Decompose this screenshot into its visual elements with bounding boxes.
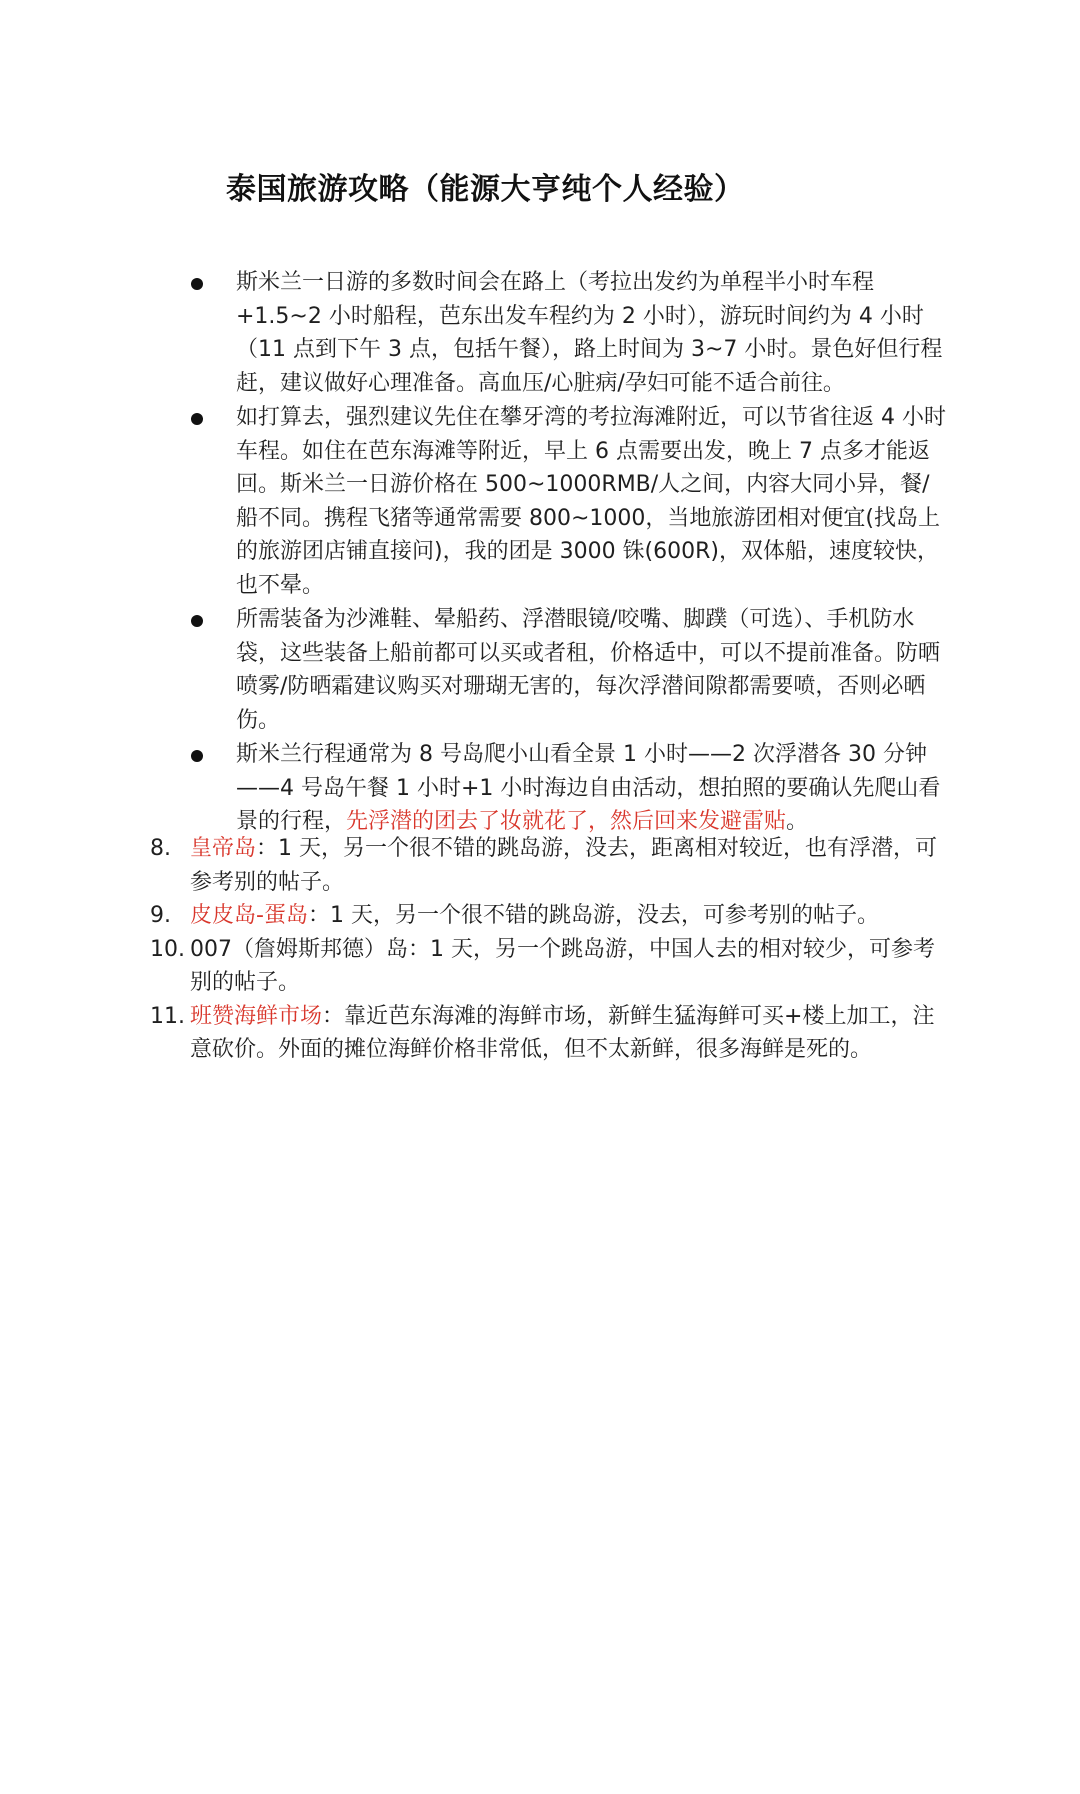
bullet-text: 所需装备为沙滩鞋、晕船药、浮潜眼镜/咬嘴、脚蹼（可选）、手机防水袋，这些装备上船前都可以买或者租，价格适中，可以不提前准备。防晒喷雾/防晒霜建议购买对珊瑚无害的，每次浮潜间隙都需要喷，否则必晒伤。 — [236, 607, 941, 733]
bullet-text: 如打算去，强烈建议先住在攀牙湾的考拉海滩附近，可以节省往返 4 小时车程。如住在芭东海滩等附近，早上 6 点需要出发，晚上 7 点多才能返回。斯米兰一日游价格在 500~1000RMB/人之间，内容大同小异，餐/船不同。携程飞猪等通常需要 800~1000，当地旅游团相对便宜(找岛上的旅游团店铺直接问)，我的团是 3000 铢(600R)，双体船，速度较快，也不晕。 — [236, 405, 946, 598]
bullet-dot-icon — [191, 413, 203, 425]
list-item — [150, 1000, 950, 1067]
page-title: 泰国旅游攻略（能源大亨纯个人经验） — [226, 172, 745, 207]
list-number: 9. — [150, 903, 171, 928]
bullet-text: 斯米兰一日游的多数时间会在路上（考拉出发约为单程半小时车程+1.5~2 小时船程，芭东出发车程约为 2 小时），游玩时间约为 4 小时（11 点到下午 3 点，包括午餐），路上时间为 3~7 小时。景色好但行程赶，建议做好心理准备。高血压/心脏病/孕妇可能不适合前往。 — [236, 270, 943, 396]
list-item — [150, 899, 950, 933]
numbered-list — [150, 832, 950, 1067]
bullet-text: 斯米兰行程通常为 8 号岛爬小山看全景 1 小时——2 次浮潜各 30 分钟——4 号岛午餐 1 小时+1 小时海边自由活动，想拍照的要确认先爬山看景的行程， — [236, 742, 941, 834]
item-text: ：1 天，另一个很不错的跳岛游，没去，可参考别的帖子。 — [307, 903, 879, 928]
bullet-dot-icon — [191, 615, 203, 627]
item-text: ：1 天，另一个跳岛游，中国人去的相对较少，可参考别的帖子。 — [190, 936, 935, 995]
bullet-list — [186, 266, 946, 840]
place-name: 皇帝岛 — [190, 836, 257, 861]
list-number: 8. — [150, 836, 171, 861]
bullet-highlight: 先浮潜的团去了妆就花了，然后回来发避雷贴 — [346, 809, 787, 834]
place-name: 皮皮岛-蛋岛 — [190, 903, 308, 928]
place-name: 007（詹姆斯邦德）岛 — [190, 936, 408, 962]
bullet-item — [186, 401, 946, 602]
list-item — [150, 832, 950, 899]
item-text: ：1 天，另一个很不错的跳岛游，没去，距离相对较近，也有浮潜，可参考别的帖子。 — [190, 836, 938, 895]
bullet-item — [186, 603, 946, 737]
list-item — [150, 933, 950, 1000]
bullet-dot-icon — [191, 750, 203, 762]
list-number: 10. — [150, 936, 185, 962]
bullet-text-end: 。 — [786, 809, 809, 834]
bullet-dot-icon — [191, 278, 203, 290]
place-name: 班赞海鲜市场 — [190, 1003, 323, 1029]
bullet-item — [186, 266, 946, 400]
item-text: ：靠近芭东海滩的海鲜市场，新鲜生猛海鲜可买+楼上加工，注意砍价。外面的摊位海鲜价格非常低，但不太新鲜，很多海鲜是死的。 — [190, 1003, 935, 1062]
bullet-item — [186, 738, 946, 839]
list-number: 11. — [150, 1003, 185, 1029]
